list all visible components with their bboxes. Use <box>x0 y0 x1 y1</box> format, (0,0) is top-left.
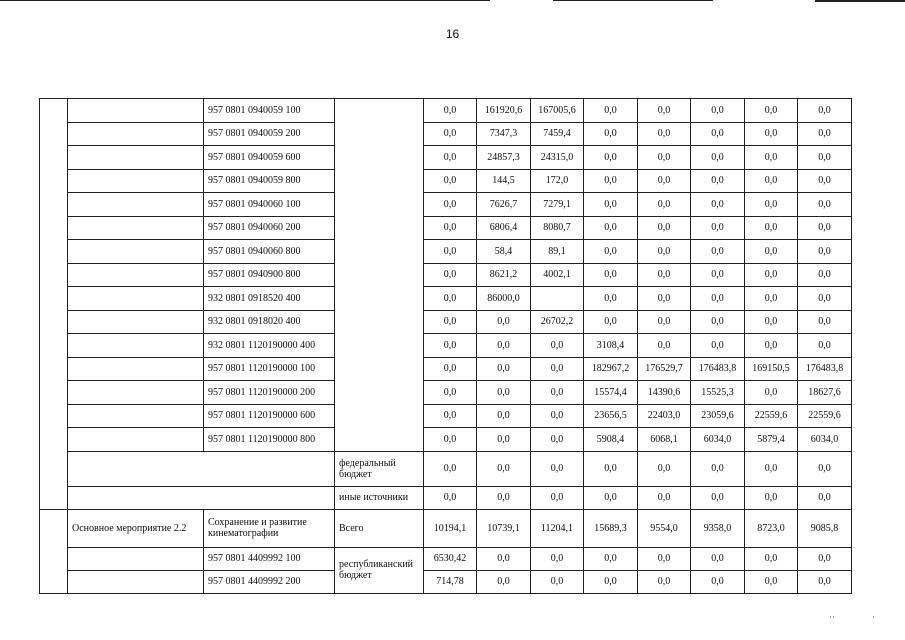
table-row <box>40 570 852 593</box>
value-cell: 6530,42 <box>424 547 477 570</box>
value-cell: 0,0 <box>584 193 638 217</box>
code-cell: 957 0801 0940059 600 <box>204 146 335 170</box>
value-cell: 0,0 <box>424 381 477 405</box>
table-row <box>40 122 852 146</box>
scan-top-line-left <box>0 0 490 1</box>
value-cell: 0,0 <box>424 146 477 170</box>
value-cell: 0,0 <box>798 451 852 486</box>
value-cell: 0,0 <box>638 334 691 358</box>
measure-title: Сохранение и развитие кинематографии <box>204 509 335 547</box>
blank-cell <box>40 509 68 593</box>
table-row <box>40 193 852 217</box>
name-cell <box>68 240 204 264</box>
value-cell: 0,0 <box>424 486 477 509</box>
value-cell: 0,0 <box>745 169 798 193</box>
value-cell: 0,0 <box>584 122 638 146</box>
value-cell: 24315,0 <box>531 146 584 170</box>
value-cell: 0,0 <box>531 570 584 593</box>
table-row <box>40 509 852 547</box>
table-row <box>40 169 852 193</box>
value-cell: 0,0 <box>745 486 798 509</box>
value-cell: 0,0 <box>798 486 852 509</box>
value-cell: 0,0 <box>477 451 531 486</box>
value-cell: 0,0 <box>798 193 852 217</box>
value-cell: 0,0 <box>798 263 852 287</box>
table-row <box>40 404 852 428</box>
name-cell <box>68 451 335 486</box>
value-cell: 0,0 <box>691 169 745 193</box>
value-cell: 144,5 <box>477 169 531 193</box>
value-cell: 0,0 <box>798 310 852 334</box>
value-cell: 0,0 <box>745 240 798 264</box>
value-cell: 0,0 <box>584 486 638 509</box>
value-cell: 0,0 <box>584 287 638 311</box>
value-cell: 182967,2 <box>584 357 638 381</box>
value-cell: 0,0 <box>638 193 691 217</box>
value-cell: 0,0 <box>798 287 852 311</box>
value-cell: 0,0 <box>638 486 691 509</box>
value-cell: 0,0 <box>424 263 477 287</box>
table-row <box>40 451 852 486</box>
scan-top-line-mid <box>553 0 713 1</box>
value-cell: 11204,1 <box>531 509 584 547</box>
code-cell: 957 0801 0940059 200 <box>204 122 335 146</box>
value-cell: 7459,4 <box>531 122 584 146</box>
code-cell: 932 0801 1120190000 400 <box>204 334 335 358</box>
value-cell: 9085,8 <box>798 509 852 547</box>
value-cell: 0,0 <box>798 99 852 123</box>
value-cell: 5908,4 <box>584 428 638 452</box>
value-cell: 6034,0 <box>798 428 852 452</box>
value-cell: 714,78 <box>424 570 477 593</box>
value-cell: 0,0 <box>638 451 691 486</box>
source-cell <box>335 99 424 452</box>
code-cell: 957 0801 0940060 100 <box>204 193 335 217</box>
name-cell <box>68 169 204 193</box>
name-cell <box>68 122 204 146</box>
value-cell: 0,0 <box>531 451 584 486</box>
value-cell: 0,0 <box>745 122 798 146</box>
value-cell: 0,0 <box>424 357 477 381</box>
name-cell <box>68 486 335 509</box>
name-cell <box>68 381 204 405</box>
value-cell: 161920,6 <box>477 99 531 123</box>
value-cell: 0,0 <box>638 146 691 170</box>
value-cell: 8723,0 <box>745 509 798 547</box>
value-cell: 26702,2 <box>531 310 584 334</box>
value-cell: 0,0 <box>424 334 477 358</box>
value-cell: 172,0 <box>531 169 584 193</box>
table-row <box>40 99 852 123</box>
value-cell: 0,0 <box>424 451 477 486</box>
table-row <box>40 357 852 381</box>
value-cell: 0,0 <box>477 357 531 381</box>
value-cell: 24857,3 <box>477 146 531 170</box>
table-row <box>40 486 852 509</box>
code-cell: 957 0801 1120190000 600 <box>204 404 335 428</box>
value-cell: 9358,0 <box>691 509 745 547</box>
value-cell: 0,0 <box>691 486 745 509</box>
value-cell: 0,0 <box>691 310 745 334</box>
value-cell: 0,0 <box>424 99 477 123</box>
value-cell: 7626,7 <box>477 193 531 217</box>
value-cell: 7279,1 <box>531 193 584 217</box>
page-number: 16 <box>445 27 460 41</box>
value-cell: 0,0 <box>745 451 798 486</box>
value-cell: 23656,5 <box>584 404 638 428</box>
value-cell: 0,0 <box>691 122 745 146</box>
value-cell: 23059,6 <box>691 404 745 428</box>
code-cell: 957 0801 0940059 800 <box>204 169 335 193</box>
value-cell: 22559,6 <box>798 404 852 428</box>
name-cell <box>68 570 204 593</box>
table-row <box>40 547 852 570</box>
name-cell <box>68 334 204 358</box>
value-cell: 0,0 <box>638 263 691 287</box>
code-cell: 932 0801 0918020 400 <box>204 310 335 334</box>
value-cell: 0,0 <box>638 287 691 311</box>
code-cell: 957 0801 4409992 200 <box>204 570 335 593</box>
name-cell <box>68 99 204 123</box>
value-cell: 3108,4 <box>584 334 638 358</box>
value-cell: 0,0 <box>798 216 852 240</box>
table-row <box>40 428 852 452</box>
name-cell <box>68 216 204 240</box>
value-cell: 15525,3 <box>691 381 745 405</box>
value-cell: 6034,0 <box>691 428 745 452</box>
value-cell: 10739,1 <box>477 509 531 547</box>
table-row <box>40 263 852 287</box>
value-cell: 0,0 <box>531 547 584 570</box>
budget-table <box>39 98 852 594</box>
table-row <box>40 287 852 311</box>
value-cell: 18627,6 <box>798 381 852 405</box>
value-cell: 0,0 <box>584 240 638 264</box>
value-cell: 0,0 <box>477 486 531 509</box>
measure-label: Основное мероприятие 2.2 <box>68 509 204 547</box>
value-cell: 0,0 <box>691 451 745 486</box>
value-cell: 0,0 <box>745 193 798 217</box>
value-cell: 0,0 <box>691 99 745 123</box>
source-cell: республиканский бюджет <box>335 547 424 593</box>
value-cell: 0,0 <box>638 310 691 334</box>
code-cell: 957 0801 1120190000 200 <box>204 381 335 405</box>
name-cell <box>68 428 204 452</box>
value-cell: 0,0 <box>424 404 477 428</box>
value-cell: 0,0 <box>745 570 798 593</box>
value-cell: 6068,1 <box>638 428 691 452</box>
value-cell: 0,0 <box>638 122 691 146</box>
value-cell: 10194,1 <box>424 509 477 547</box>
value-cell: 0,0 <box>584 99 638 123</box>
value-cell: 0,0 <box>584 263 638 287</box>
scan-mark-right: · <box>872 612 875 622</box>
value-cell: 0,0 <box>584 570 638 593</box>
value-cell: 0,0 <box>691 240 745 264</box>
value-cell: 0,0 <box>584 451 638 486</box>
value-cell: 0,0 <box>477 428 531 452</box>
value-cell: 0,0 <box>691 570 745 593</box>
code-cell: 957 0801 0940059 100 <box>204 99 335 123</box>
value-cell: 0,0 <box>798 547 852 570</box>
value-cell: 8621,2 <box>477 263 531 287</box>
value-cell: 0,0 <box>531 486 584 509</box>
table-row <box>40 216 852 240</box>
value-cell: 0,0 <box>477 404 531 428</box>
value-cell: 0,0 <box>531 357 584 381</box>
value-cell: 0,0 <box>798 169 852 193</box>
value-cell: 0,0 <box>745 547 798 570</box>
value-cell: 0,0 <box>424 216 477 240</box>
code-cell: 957 0801 0940060 200 <box>204 216 335 240</box>
name-cell <box>68 547 204 570</box>
scan-top-line-right <box>815 0 905 2</box>
value-cell: 7347,3 <box>477 122 531 146</box>
value-cell: 0,0 <box>638 547 691 570</box>
value-cell: 0,0 <box>477 334 531 358</box>
blank-cell <box>40 99 68 510</box>
table-row <box>40 310 852 334</box>
value-cell: 0,0 <box>798 122 852 146</box>
value-cell: 0,0 <box>745 381 798 405</box>
value-cell: 22403,0 <box>638 404 691 428</box>
value-cell: 0,0 <box>638 99 691 123</box>
name-cell <box>68 404 204 428</box>
value-cell: 0,0 <box>477 547 531 570</box>
code-cell: 957 0801 0940060 800 <box>204 240 335 264</box>
code-cell: 932 0801 0918520 400 <box>204 287 335 311</box>
value-cell: 176529,7 <box>638 357 691 381</box>
scan-mark-left: ·· <box>829 612 835 622</box>
value-cell: 0,0 <box>424 169 477 193</box>
value-cell: 0,0 <box>798 334 852 358</box>
value-cell: 0,0 <box>531 334 584 358</box>
value-cell: 0,0 <box>531 381 584 405</box>
value-cell: 89,1 <box>531 240 584 264</box>
value-cell: 4002,1 <box>531 263 584 287</box>
name-cell <box>68 357 204 381</box>
value-cell: 0,0 <box>424 428 477 452</box>
value-cell: 0,0 <box>745 310 798 334</box>
value-cell: 0,0 <box>584 146 638 170</box>
value-cell: 0,0 <box>798 570 852 593</box>
value-cell: 0,0 <box>424 122 477 146</box>
value-cell: 0,0 <box>531 428 584 452</box>
value-cell: 0,0 <box>477 381 531 405</box>
value-cell: 167005,6 <box>531 99 584 123</box>
value-cell: 0,0 <box>691 287 745 311</box>
value-cell: 0,0 <box>531 404 584 428</box>
value-cell: 0,0 <box>691 263 745 287</box>
value-cell: 0,0 <box>638 570 691 593</box>
value-cell: 8080,7 <box>531 216 584 240</box>
value-cell: 0,0 <box>745 99 798 123</box>
value-cell: 0,0 <box>424 193 477 217</box>
value-cell: 0,0 <box>745 287 798 311</box>
table-row <box>40 334 852 358</box>
source-cell: Всего <box>335 509 424 547</box>
value-cell: 0,0 <box>584 547 638 570</box>
value-cell: 0,0 <box>584 310 638 334</box>
table-row <box>40 381 852 405</box>
code-cell: 957 0801 4409992 100 <box>204 547 335 570</box>
value-cell: 0,0 <box>691 146 745 170</box>
value-cell: 0,0 <box>691 216 745 240</box>
value-cell: 0,0 <box>745 146 798 170</box>
value-cell: 176483,8 <box>691 357 745 381</box>
table-row <box>40 146 852 170</box>
value-cell: 6806,4 <box>477 216 531 240</box>
value-cell: 0,0 <box>691 334 745 358</box>
table-row <box>40 240 852 264</box>
value-cell: 0,0 <box>638 216 691 240</box>
value-cell: 86000,0 <box>477 287 531 311</box>
name-cell <box>68 287 204 311</box>
code-cell: 957 0801 1120190000 100 <box>204 357 335 381</box>
value-cell: 22559,6 <box>745 404 798 428</box>
value-cell: 0,0 <box>798 146 852 170</box>
value-cell: 0,0 <box>424 287 477 311</box>
value-cell: 0,0 <box>638 169 691 193</box>
value-cell: 0,0 <box>638 240 691 264</box>
value-cell: 58,4 <box>477 240 531 264</box>
value-cell: 0,0 <box>477 570 531 593</box>
value-cell: 169150,5 <box>745 357 798 381</box>
value-cell <box>531 287 584 311</box>
value-cell: 0,0 <box>798 240 852 264</box>
value-cell: 0,0 <box>745 263 798 287</box>
name-cell <box>68 310 204 334</box>
value-cell: 0,0 <box>745 216 798 240</box>
value-cell: 0,0 <box>745 334 798 358</box>
name-cell <box>68 193 204 217</box>
value-cell: 0,0 <box>424 310 477 334</box>
code-cell: 957 0801 0940900 800 <box>204 263 335 287</box>
value-cell: 14390,6 <box>638 381 691 405</box>
source-cell: федеральный бюджет <box>335 451 424 486</box>
value-cell: 5879,4 <box>745 428 798 452</box>
name-cell <box>68 263 204 287</box>
value-cell: 0,0 <box>424 240 477 264</box>
value-cell: 176483,8 <box>798 357 852 381</box>
value-cell: 0,0 <box>584 169 638 193</box>
source-cell: иные источники <box>335 486 424 509</box>
name-cell <box>68 146 204 170</box>
code-cell: 957 0801 1120190000 800 <box>204 428 335 452</box>
value-cell: 0,0 <box>584 216 638 240</box>
value-cell: 0,0 <box>691 193 745 217</box>
value-cell: 0,0 <box>691 547 745 570</box>
value-cell: 15574,4 <box>584 381 638 405</box>
value-cell: 0,0 <box>477 310 531 334</box>
value-cell: 15689,3 <box>584 509 638 547</box>
value-cell: 9554,0 <box>638 509 691 547</box>
